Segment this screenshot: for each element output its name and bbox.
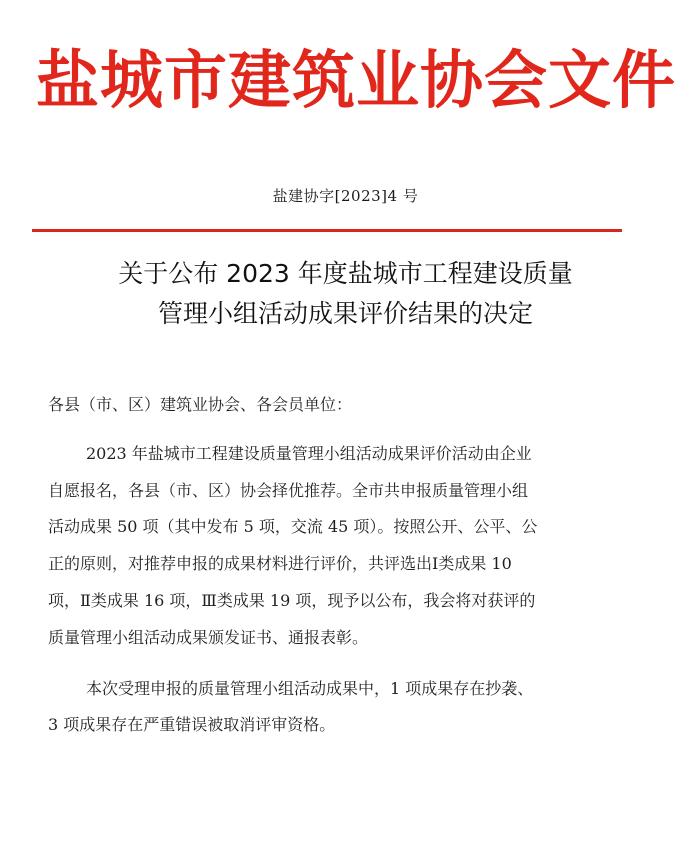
title-line-1: 关于公布 2023 年度盐城市工程建设质量 (118, 259, 573, 288)
paragraph-line: 正的原则，对推荐申报的成果材料进行评价，共评选出Ⅰ类成果 10 (48, 554, 512, 574)
document-title (0, 254, 691, 334)
paragraph-line: 2023 年盐城市工程建设质量管理小组活动成果评价活动由企业 (86, 443, 532, 463)
paragraph-line: 项，Ⅱ类成果 16 项，Ⅲ类成果 19 项，现予以公布，我会将对获评的 (48, 590, 536, 610)
organization-masthead: 盐城市建筑业协会文件 (36, 43, 676, 117)
title-line-2: 管理小组活动成果评价结果的决定 (157, 299, 533, 328)
paragraph-line: 本次受理申报的质量管理小组活动成果中，1 项成果存在抄袭、 (86, 678, 534, 698)
paragraph-line: 质量管理小组活动成果颁发证书、通报表彰。 (48, 627, 369, 647)
paragraph-1 (48, 436, 658, 657)
salutation: 各县（市、区）建筑业协会、各会员单位： (48, 395, 353, 414)
paragraph-line: 3 项成果存在严重错误被取消评审资格。 (48, 715, 336, 735)
header-divider (32, 229, 622, 232)
paragraph-line: 活动成果 50 项（其中发布 5 项，交流 45 项）。按照公开、公平、公 (48, 517, 538, 537)
paragraph-2 (48, 671, 658, 745)
paragraph-line: 自愿报名，各县（市、区）协会择优推荐。全市共申报质量管理小组 (48, 480, 529, 500)
document-number: 盐建协字[2023]4 号 (272, 187, 419, 205)
document-body (48, 387, 658, 758)
